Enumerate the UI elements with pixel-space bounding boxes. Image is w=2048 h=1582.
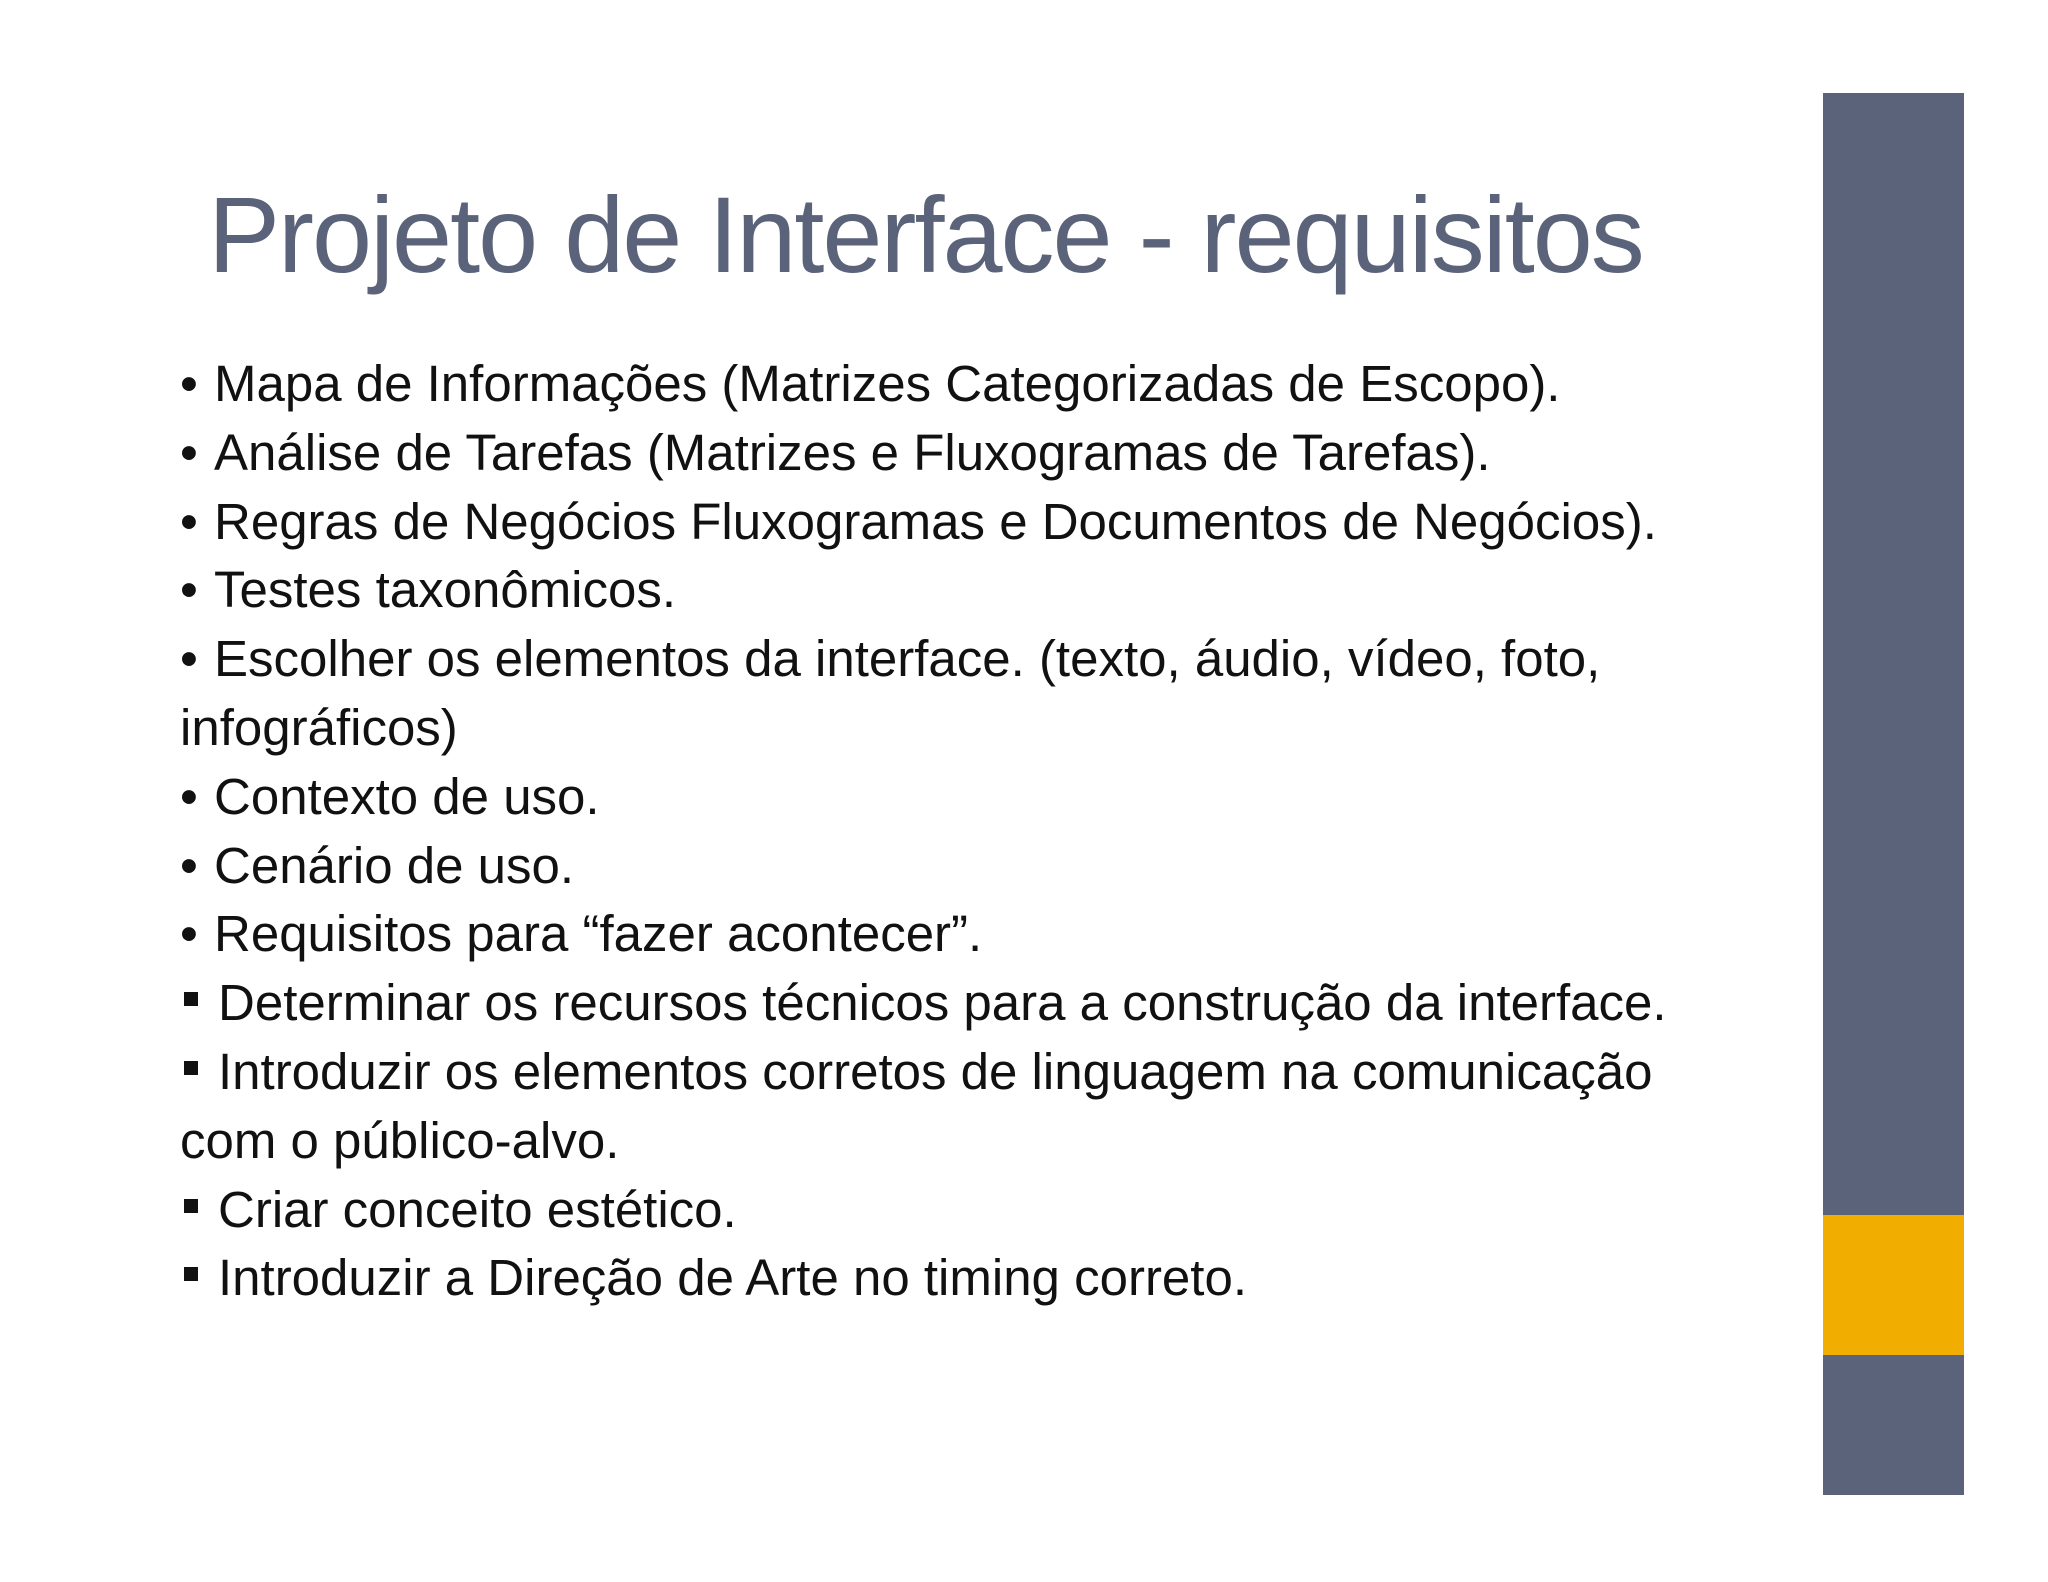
list-item xyxy=(180,900,1720,969)
list-item-text: Escolher os elementos da interface. (texto, áudio, vídeo, foto, infográficos) xyxy=(180,630,1601,756)
list-item-text: Determinar os recursos técnicos para a construção da interface. xyxy=(218,974,1667,1032)
list-item-text: Cenário de uso. xyxy=(214,836,575,894)
bullet-icon: • xyxy=(180,492,198,550)
slide-title: Projeto de Interface - requisitos xyxy=(208,174,1643,295)
side-bar-bottom xyxy=(1823,1355,1964,1495)
list-item xyxy=(180,763,1720,832)
list-item xyxy=(180,419,1720,488)
list-item-text: Análise de Tarefas (Matrizes e Fluxogramas de Tarefas). xyxy=(214,423,1491,481)
list-item-text: Regras de Negócios Fluxogramas e Documentos de Negócios). xyxy=(214,492,1657,550)
square-bullet-icon xyxy=(184,992,198,1006)
square-bullet-icon xyxy=(184,1199,198,1213)
list-item xyxy=(180,625,1720,763)
list-item-text: Criar conceito estético. xyxy=(218,1180,737,1238)
list-item xyxy=(180,1038,1720,1176)
bullet-icon: • xyxy=(180,561,198,619)
bullet-icon: • xyxy=(180,423,198,481)
list-item-text: Contexto de uso. xyxy=(214,767,600,825)
side-bar-accent xyxy=(1823,1215,1964,1355)
bullet-icon: • xyxy=(180,630,198,688)
list-item xyxy=(180,350,1720,419)
square-bullet-icon xyxy=(184,1267,198,1281)
square-bullet-icon xyxy=(184,1061,198,1075)
list-item xyxy=(180,1244,1720,1313)
list-item xyxy=(180,1176,1720,1245)
list-item xyxy=(180,832,1720,901)
side-bar-top xyxy=(1823,93,1964,1215)
list-item xyxy=(180,969,1720,1038)
list-item-text: Mapa de Informações (Matrizes Categorizadas de Escopo). xyxy=(214,355,1561,412)
list-item xyxy=(180,556,1720,625)
list-item-text: Introduzir a Direção de Arte no timing correto. xyxy=(218,1249,1247,1307)
list-item-text: Introduzir os elementos corretos de linguagem na comunicação com o público-alvo. xyxy=(180,1042,1653,1169)
list-item-text: Requisitos para “fazer acontecer”. xyxy=(214,905,983,963)
bullet-icon: • xyxy=(180,355,198,412)
bullet-icon: • xyxy=(180,836,198,894)
bullet-icon: • xyxy=(180,905,198,963)
list-item-text: Testes taxonômicos. xyxy=(214,561,677,619)
list-item xyxy=(180,488,1720,557)
bullet-list xyxy=(180,350,1720,1313)
bullet-icon: • xyxy=(180,767,198,825)
